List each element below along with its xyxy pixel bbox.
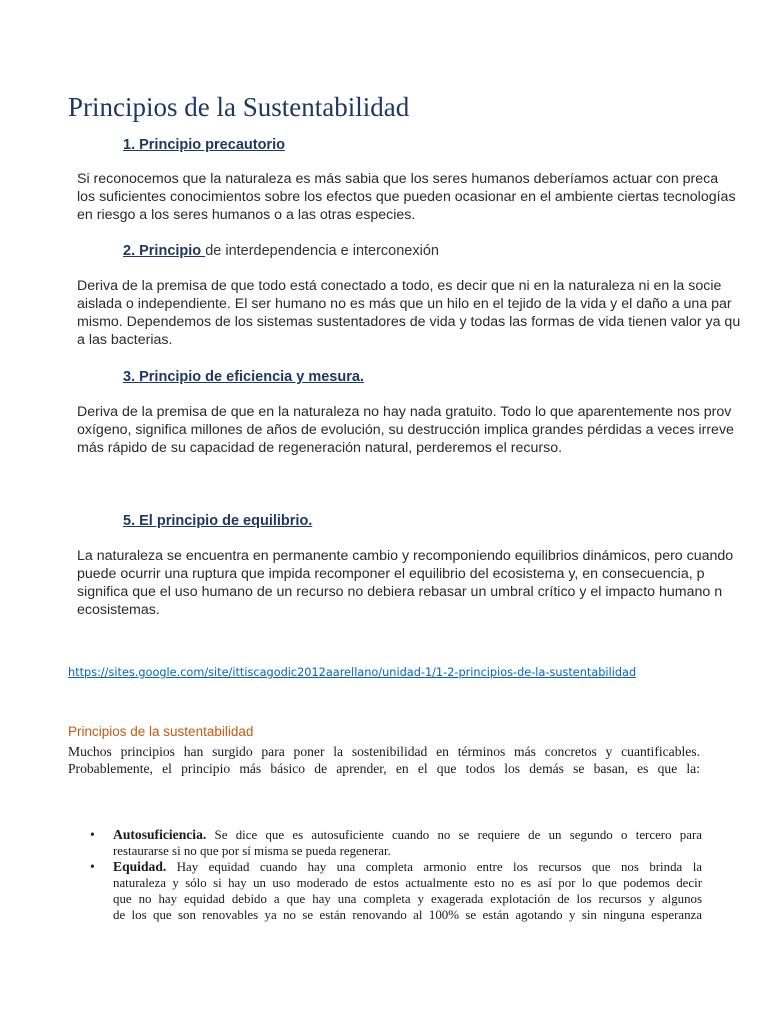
section-paragraph-precautorio [77,170,768,224]
paragraph-line: Deriva de la premisa de que todo está conectado a todo, es decir que ni en la naturaleza ni en la socie [77,278,722,294]
paragraph-line: mismo. Dependemos de los sistemas sustentadores de vida y todas las formas de vida tienen valor ya qu [77,314,741,330]
list-item [90,827,702,859]
bullet-icon: • [90,859,95,874]
bullet-term: Autosuficiencia. [113,827,207,842]
bullet-line: de los que son renovables ya no se están renovando al 100% se están agotando y sin ninguna esperanza [113,908,702,922]
section-heading-number-title: 1. Principio precautorio [123,137,285,153]
section-heading-number-title: 2. Principio [123,243,206,259]
paragraph-line: Si reconocemos que la naturaleza es más sabia que los seres humanos deberíamos actuar con preca [77,171,719,187]
section-heading-rest: de interdependencia e interconexión [205,243,439,259]
section-heading-number-title: 5. El principio de equilibrio. [123,513,313,529]
bullet-icon: • [90,827,95,842]
intro-paragraph [68,743,700,777]
section-paragraph-equilibrio [77,547,768,619]
list-item [90,859,702,923]
paragraph-line: los suficientes conocimientos sobre los efectos que pueden ocasionar en el ambiente ciertas tecnologías [77,189,736,205]
paragraph-line: La naturaleza se encuentra en permanente cambio y recomponiendo equilibrios dinámicos, pero cuando [77,548,734,564]
paragraph-line: ecosistemas. [77,602,160,618]
bullet-line: restaurarse si no que por sí misma se pueda regenerar. [113,844,391,858]
bullet-line: naturaleza y sólo si hay un uso moderado de estos actualmente esto no es así por lo que podemos decir [113,876,702,890]
paragraph-line: más rápido de su capacidad de regeneración natural, perderemos el recurso. [77,440,563,456]
section-heading-interdependencia [123,242,439,260]
section-paragraph-eficiencia [77,403,768,457]
page-title: Principios de la Sustentabilidad [68,92,410,122]
bullet-line [113,859,702,875]
paragraph-line: oxígeno, significa millones de años de evolución, su destrucción implica grandes pérdidas a veces irreve [77,422,734,438]
section-heading-number-title: 3. Principio de eficiencia y mesura. [123,369,364,385]
section-heading-precautorio [123,136,285,154]
paragraph-line: Deriva de la premisa de que en la naturaleza no hay nada gratuito. Todo lo que aparentemente nos prov [77,404,732,420]
source-link[interactable]: https://sites.google.com/site/ittiscagodic2012aarellano/unidad-1/1-2-principios-de-la-sustentabilidad [68,666,637,679]
paragraph-line: puede ocurrir una ruptura que impida recomponer el equilibrio del ecosistema y, en consecuencia, p [77,566,705,582]
bullet-text: Hay equidad cuando hay una completa armonio entre los recursos que nos brinda la [166,860,702,874]
section-heading-equilibrio [123,512,312,530]
paragraph-line: a las bacterias. [77,332,173,348]
bullet-line [113,827,702,843]
section-paragraph-interdependencia [77,277,768,349]
paragraph-line: en riesgo a los seres humanos o a las otras especies. [77,207,416,223]
subheading: Principios de la sustentabilidad [68,724,254,739]
paragraph-line: aislada o independiente. El ser humano no es más que un hilo en el tejido de la vida y el daño a una par [77,296,732,312]
bullet-text: Se dice que es autosuficiente cuando no se requiere de un segundo o tercero para [206,828,702,842]
paragraph-line: Probablemente, el principio más básico de aprender, en el que todos los demás se basan, es que la: [68,761,700,776]
bullet-line: que no hay equidad debido a que hay una completa y exagerada explotación de los recursos y algunos [113,892,702,906]
paragraph-line: Muchos principios han surgido para poner la sostenibilidad en términos más concretos y cuantificables. [68,744,700,759]
section-heading-eficiencia [123,368,364,386]
paragraph-line: significa que el uso humano de un recurso no debiera rebasar un umbral crítico y el impacto humano n [77,584,723,600]
bullet-list [90,827,702,923]
bullet-term: Equidad. [113,859,167,874]
